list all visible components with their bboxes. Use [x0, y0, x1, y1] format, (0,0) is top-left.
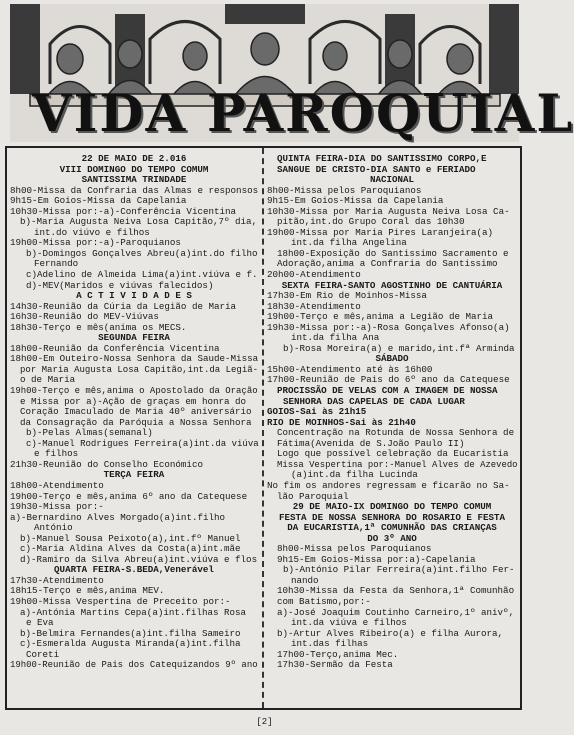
schedule-line: b)-António Pilar Ferreira(a)int.filho Fer- — [283, 564, 515, 576]
schedule-line: e filhos — [34, 448, 79, 460]
schedule-line: 19h30-Missa por:-a)-Rosa Gonçalves Afonso(a) — [267, 321, 510, 333]
schedule-line: Coração Imaculado de Maria 40º aniversário — [20, 406, 252, 418]
schedule-line: No fim os andores regressam e ficarão no Sa- — [267, 479, 510, 491]
schedule-line: a)-Bernardino Alves Morgado(a)int.filho — [10, 511, 226, 523]
schedule-line: Coreti — [26, 648, 60, 660]
schedule-line: int.da filha Angelina — [291, 237, 407, 249]
schedule-line: 9h15-Em Goios-Missa por:a)-Capelania — [277, 553, 476, 565]
schedule-line: Adoração,anima a Confraria do Santissimo — [277, 258, 498, 270]
schedule-line: DO 3º ANO — [367, 532, 417, 544]
schedule-line: SÁBADO — [375, 353, 409, 365]
schedule-line: 17h00-Reunião de Pais do 6º ano da Catequese — [267, 374, 510, 386]
schedule-line: da Consagração da Paróquia a Nossa Senhora — [20, 416, 252, 428]
schedule-line: 17h30-Atendimento — [10, 574, 104, 586]
schedule-line: Missa Vespertina por:-Manuel Alves de Azevedo — [277, 459, 518, 470]
schedule-line: 10h30-Missa por Maria Augusta Neiva Losa Ca- — [267, 205, 510, 217]
schedule-line: c)-Maria Aldina Alves da Costa(a)int.mãe — [20, 543, 241, 555]
schedule-line: b)-Belmira Fernandes(a)int.filha Sameiro — [20, 627, 241, 639]
schedule-line: 18h00-Em Outeiro-Nossa Senhora da Saude-Missa — [10, 353, 259, 365]
schedule-line: 16h30-Reunião do MEV-Viúvas — [10, 311, 159, 323]
schedule-line: 10h30-Missa por:-a)-Conferência Vicentina — [10, 205, 237, 217]
page-number: [2] — [256, 717, 273, 727]
schedule-line: RIO DE MOINHOS-Sai às 21h40 — [267, 416, 416, 428]
schedule-line: int.das filhas — [291, 638, 369, 650]
schedule-line: com Batismo,por:- — [277, 595, 371, 607]
schedule-line: b)-Artur Alves Ribeiro(a) e filha Aurora, — [277, 627, 504, 639]
right-column — [267, 154, 517, 671]
schedule-line: Concentração na Rotunda de Nossa Senhora de — [277, 427, 515, 439]
schedule-line: e Eva — [26, 617, 54, 629]
schedule-line: b)-Rosa Moreira(a) e marido,int.fª Arminda — [283, 342, 515, 354]
schedule-line: 18h30-Atendimento — [267, 300, 361, 312]
schedule-line: b)-Domingos Gonçalves Abreu(a)int.do filho — [26, 247, 258, 259]
schedule-line: a)-Antónia Martins Cepa(a)int.filhas Rosa — [20, 606, 247, 618]
schedule-line: c)-Manuel Rodrigues Ferreira(a)int.da viúva — [26, 437, 259, 449]
schedule-line: 19h00-Missa Vespertina de Preceito por:- — [10, 595, 231, 607]
schedule-line: d)-MEV(Maridos e viúvas falecidos) — [26, 279, 214, 291]
schedule-line: c)-Esmeralda Augusta Miranda(a)int.filha — [20, 638, 241, 650]
schedule-line: 19h00-Terço e mês,anima o Apostolado da Oração — [10, 386, 258, 397]
schedule-line: 19h00-Terço e mês,anima a Legião de Maria — [267, 311, 494, 323]
schedule-line: SANGUE DE CRISTO-DIA SANTO e FERIADO — [277, 163, 476, 175]
schedule-line: int.do viúvo e filhos — [34, 226, 150, 238]
schedule-line: 18h00-Atendimento — [10, 479, 104, 491]
schedule-line: SANTISSIMA TRINDADE — [81, 174, 187, 186]
schedule-line: por Maria Augusta Losa Capitão,int.da Legiã- — [20, 363, 259, 375]
schedule-line: 8h00-Missa pelos Paroquianos — [277, 543, 432, 555]
schedule-line: 10h30-Missa da Festa da Senhora,1ª Comunhão — [277, 585, 515, 597]
content-columns — [5, 146, 522, 710]
schedule-line: PROCISSÃO DE VELAS COM A IMAGEM DE NOSSA — [277, 385, 498, 397]
schedule-line: 18h00-Reunião da Conferência Vicentina — [10, 342, 220, 354]
schedule-line: pitão,int.do Grupo Coral das 10h30 — [277, 216, 465, 228]
schedule-line: 20h00-Atendimento — [267, 269, 361, 281]
masthead-title: VIDA PAROQUIAL — [32, 84, 574, 144]
schedule-line: 19h00-Reunião de Pais dos Catequizandos 9º ano — [10, 660, 258, 671]
schedule-line: 17h30-Sermão da Festa — [277, 659, 393, 671]
schedule-line: FESTA DE NOSSA SENHORA DO ROSARIO E FESTA — [278, 511, 506, 523]
left-column — [10, 154, 258, 671]
schedule-line: 8h00-Missa pelos Paroquianos — [267, 184, 422, 196]
schedule-line: b)-Pelas Almas(semanal) — [26, 427, 153, 439]
schedule-line: Logo que possível celebração da Eucaristia — [277, 448, 509, 460]
schedule-line: e Missa por a)-Ação de graças em honra do — [20, 395, 247, 407]
schedule-line: int.da viúva e filhos — [291, 617, 407, 629]
schedule-line: d)-Ramiro da Silva Abreu(a)int.viúva e flos — [20, 553, 258, 565]
schedule-line: nando — [291, 574, 319, 586]
schedule-line: 19h00-Missa por Maria Pires Laranjeira(a) — [267, 226, 494, 238]
schedule-line: 17h00-Terço,anima Mec. — [277, 648, 399, 660]
schedule-line: 21h30-Reunião do Conselho Económico — [10, 458, 203, 470]
schedule-line: 19h30-Missa por:- — [10, 501, 104, 513]
schedule-line: 22 DE MAIO DE 2.016 — [81, 153, 187, 164]
schedule-line: 15h00-Atendimento até às 16h00 — [267, 363, 433, 375]
masthead-banner — [10, 4, 574, 144]
schedule-line: 9h15-Em Goios-Missa da Capelania — [267, 195, 444, 207]
schedule-line: o de Maria — [20, 374, 76, 386]
schedule-line: 18h15-Terço e mês,anima MEV. — [10, 585, 165, 597]
schedule-line: lão Paroquial — [277, 490, 349, 502]
schedule-line: 17h30-Em Rio de Moinhos-Missa — [267, 290, 427, 302]
schedule-line: QUARTA FEIRA-S.BEDA,Venerável — [54, 564, 214, 576]
schedule-line: 29 DE MAIO-IX DOMINGO DO TEMPO COMUM — [292, 501, 492, 513]
schedule-line: GOIOS-Sai às 21h15 — [267, 406, 367, 418]
schedule-line: b)-Manuel Sousa Peixoto(a),int.fº Manuel — [20, 532, 241, 544]
schedule-line: 14h30-Reunião da Cúria da Legião de Maria — [10, 300, 237, 312]
schedule-line: (a)int.da filha Lucinda — [291, 469, 418, 481]
schedule-line: 9h15-Em Goios-Missa da Capelania — [10, 195, 187, 207]
schedule-line: b)-Maria Augusta Neiva Losa Capitão,7º dia, — [20, 216, 258, 228]
schedule-line: DA EUCARISTIA,1ª COMUNHÃO DAS CRIANÇAS — [287, 522, 497, 534]
schedule-line: 8h00-Missa da Confraria das Almas e responsos — [10, 184, 259, 196]
schedule-line: SEGUNDA FEIRA — [98, 332, 170, 344]
schedule-line: A C T I V I D A D E S — [76, 290, 192, 302]
schedule-line: SEXTA FEIRA-SANTO AGOSTINHO DE CANTUÁRIA — [281, 279, 503, 291]
schedule-line: Fernando — [34, 258, 79, 270]
schedule-line: a)-José Joaquim Coutinho Carneiro,1º anivº, — [277, 606, 515, 618]
schedule-line: António — [34, 522, 73, 534]
schedule-line: 19h00-Terço e mês,anima 6º ano da Catequese — [10, 490, 248, 502]
schedule-line: 18h30-Terço e mês(anima os MECS. — [10, 321, 187, 333]
schedule-line: TERÇA FEIRA — [103, 469, 165, 481]
schedule-line: Fátima(Avenida de S.João Paulo II) — [277, 437, 465, 449]
schedule-line: 19h00-Missa por:-a)-Paroquianos — [10, 237, 181, 249]
column-divider — [262, 148, 264, 708]
schedule-line: VIII DOMINGO DO TEMPO COMUM — [59, 163, 209, 175]
schedule-line: QUINTA FEIRA-DIA DO SANTISSIMO CORPO,E — [277, 153, 487, 164]
schedule-line: c)Adelino de Almeida Lima(a)int.viúva e f. — [26, 269, 258, 281]
schedule-line: int.da filha Ana — [291, 332, 380, 344]
schedule-line: SENHORA DAS CAPELAS DE CADA LUGAR — [283, 395, 465, 407]
schedule-line: 18h00-Exposição do Santissimo Sacramento e — [277, 247, 509, 259]
schedule-line: NACIONAL — [369, 174, 415, 186]
